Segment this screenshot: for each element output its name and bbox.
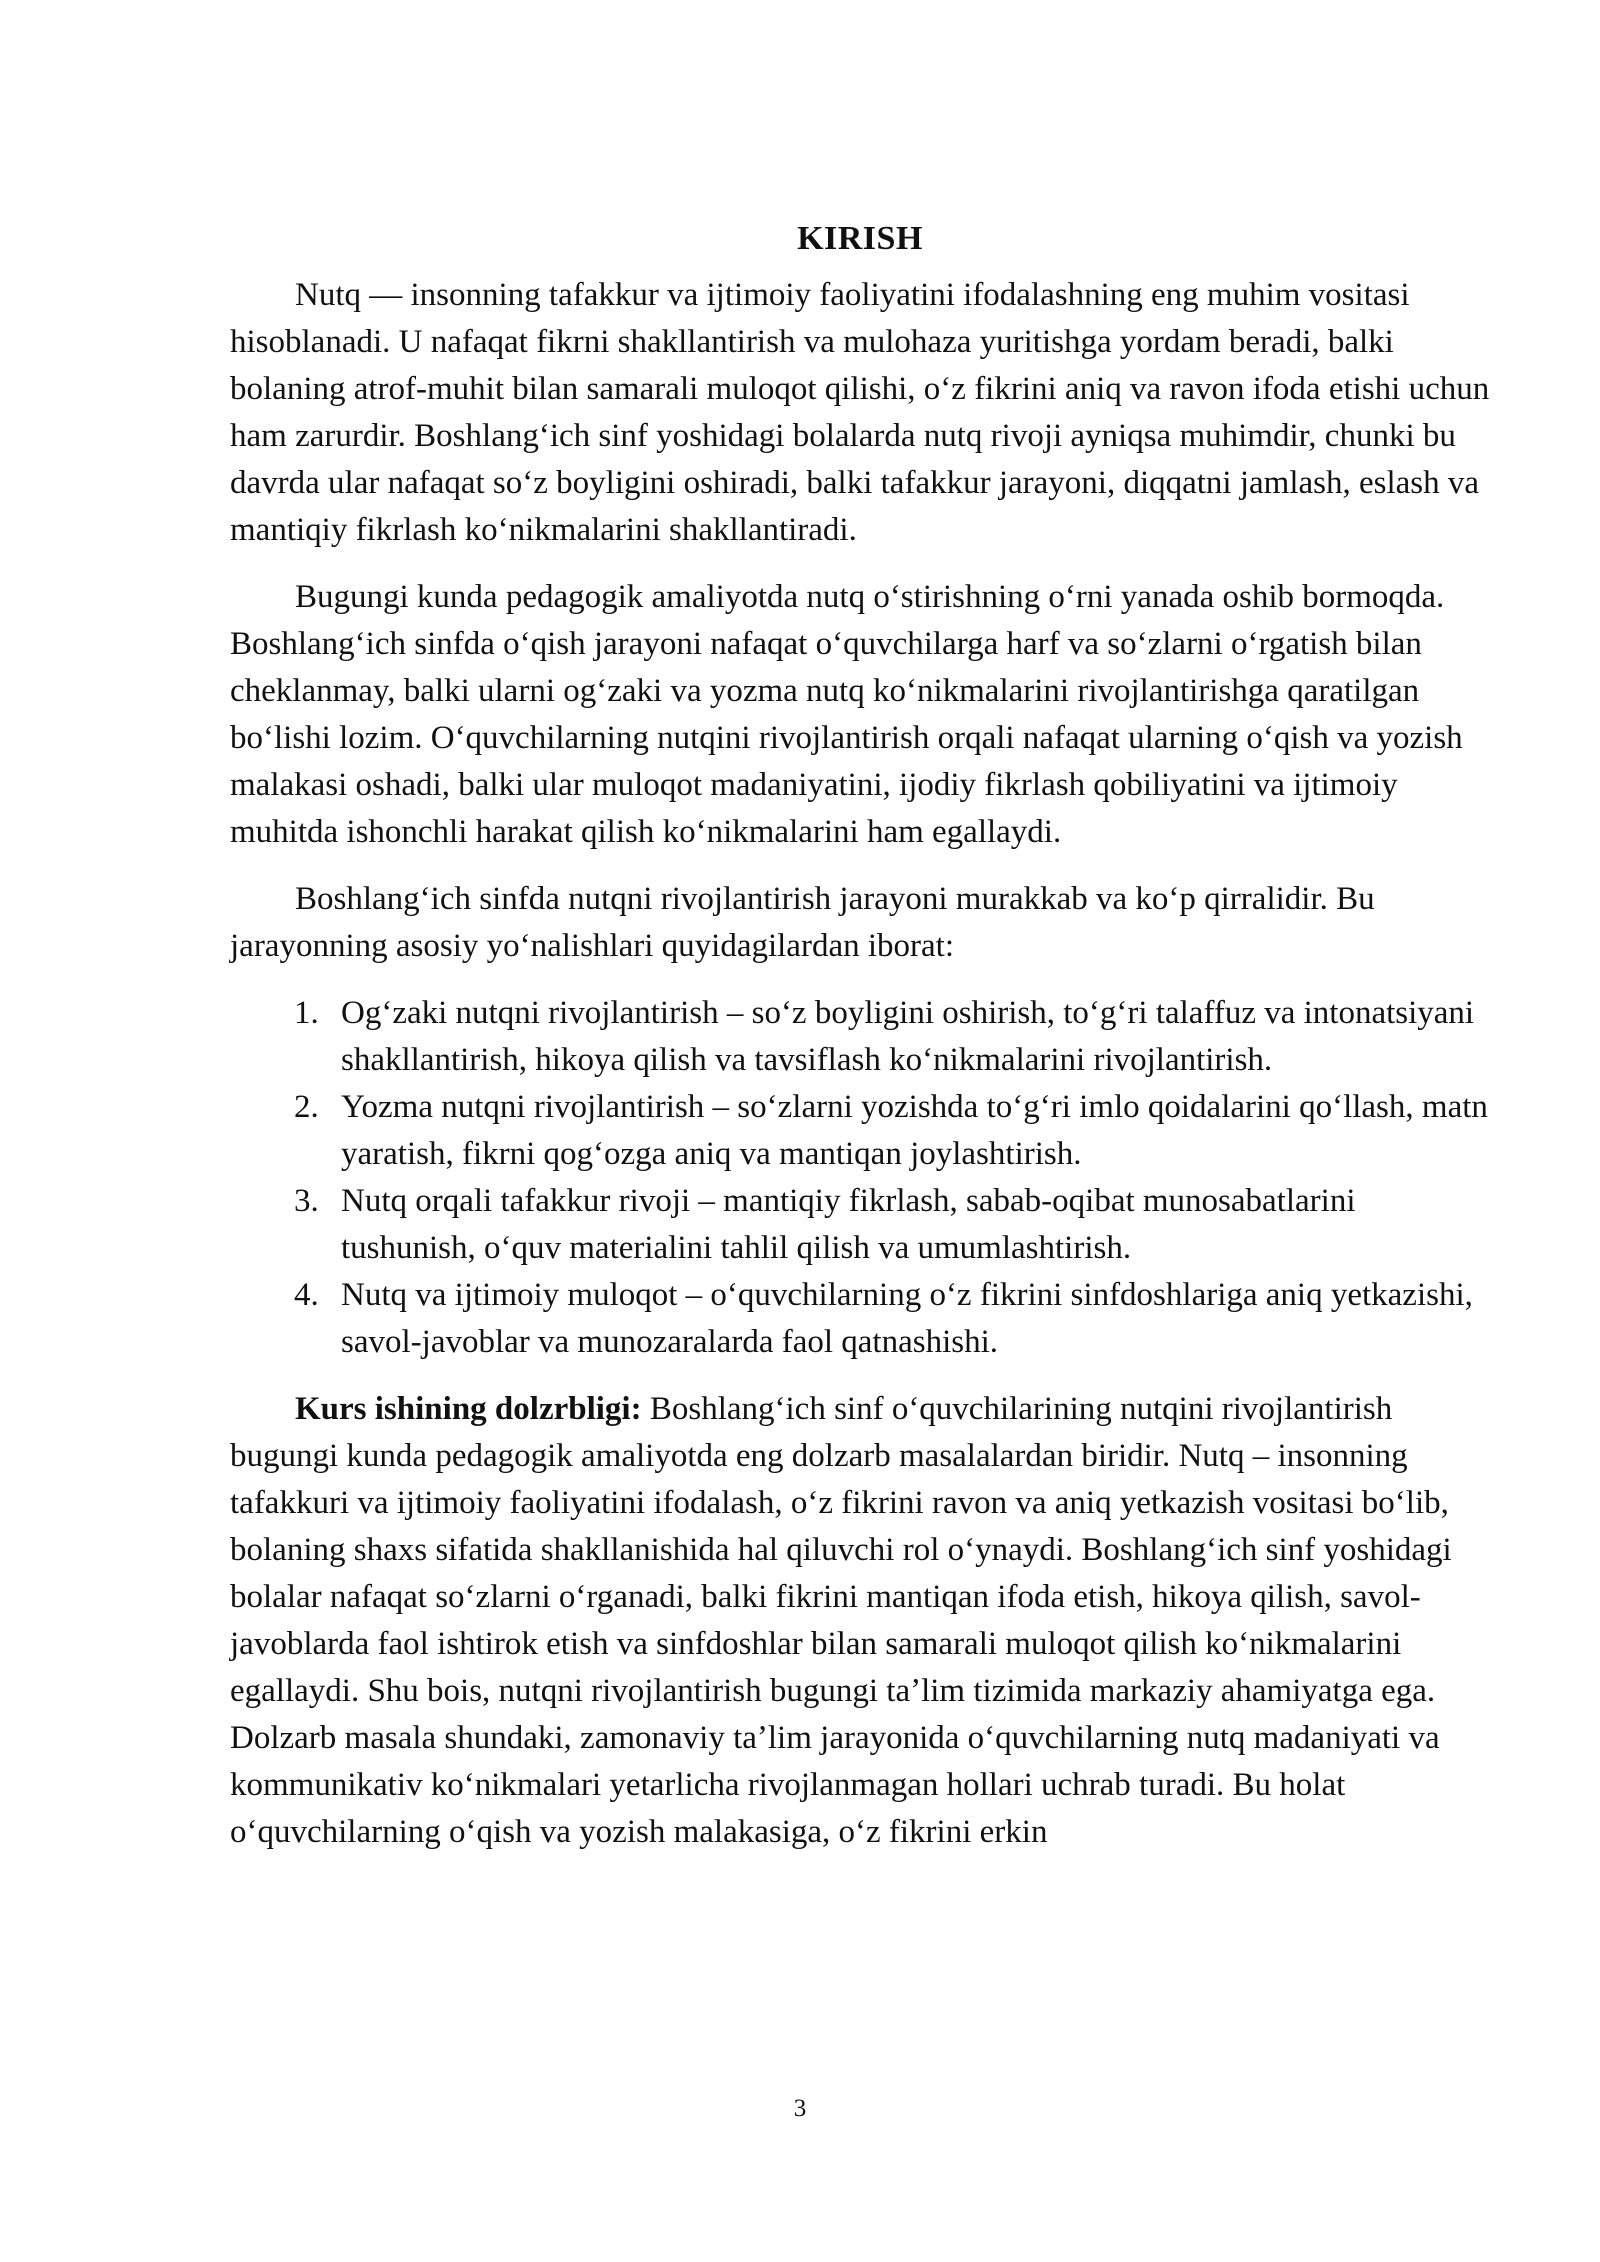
paragraph-3: Boshlangʻich sinfda nutqni rivojlantirish jarayoni murakkab va koʻp qirralidir. Bu jarayonning asosiy yoʻnalishlari quyidagilardan iborat: [230,881,1375,964]
paragraph-2: Bugungi kunda pedagogik amaliyotda nutq oʻstirishning oʻrni yanada oshib bormoqda. Boshlangʻich sinfda oʻqish jarayoni nafaqat oʻquvchilarga harf va soʻzlarni oʻrgatish bilan cheklanmay, balki ularni ogʻzaki va yozma nutq koʻnikmalarini rivojlantirishga qaratilgan boʻlishi lozim. Oʻquvchilarning nutqini rivojlantirish orqali nafaqat ularning oʻqish va yozish malakasi oshadi, balki ular muloqot madaniyatini, ijodiy fikrlash qobiliyatini va ijtimoiy muhitda ishonchli harakat qilish koʻnikmalarini ham egallaydi. [230,579,1463,850]
relevance-text: Boshlangʻich sinf oʻquvchilarining nutqini rivojlantirish bugungi kunda pedagogik amaliyotda eng dolzarb masalalardan biridir. Nutq – insonning tafakkuri va ijtimoiy faoliyatini ifodalash, oʻz fikrini ravon va aniq yetkazish vositasi boʻlib, bolaning shaxs sifatida shakllanishida hal qiluvchi rol oʻynaydi. Boshlangʻich sinf yoshidagi bolalar nafaqat soʻzlarni oʻrganadi, balki fikrini mantiqan ifoda etish, hikoya qilish, savol-javoblarda faol ishtirok etish va sinfdoshlar bilan samarali muloqot qilish koʻnikmalarini egallaydi. Shu bois, nutqni rivojlantirish bugungi taʼlim tizimida markaziy ahamiyatga ega. Dolzarb masala shundaki, zamonaviy taʼlim jarayonida oʻquvchilarning nutq madaniyati va kommunikativ koʻnikmalari yetarlicha rivojlanmagan hollari uchrab turadi. Bu holat oʻquvchilarning oʻqish va yozish malakasiga, oʻz fikrini erkin [230,1391,1452,1850]
document-page [230,215,1490,1876]
list-item: 2. Yozma nutqni rivojlantirish – soʻzlarni yozishda toʻgʻri imlo qoidalarini qoʻllash, matn yaratish, fikrni qogʻozga aniq va mantiqan joylashtirish. [327,1084,1490,1178]
list-item: 1. Ogʻzaki nutqni rivojlantirish – soʻz boyligini oshirish, toʻgʻri talaffuz va intonatsiyani shakllantirish, hikoya qilish va tavsiflash koʻnikmalarini rivojlantirish. [327,990,1490,1084]
directions-list [230,990,1490,1366]
list-item: 3. Nutq orqali tafakkur rivoji – mantiqiy fikrlash, sabab-oqibat munosabatlarini tushunish, oʻquv materialini tahlil qilish va umumlashtirish. [327,1178,1490,1272]
list-item: 4. Nutq va ijtimoiy muloqot – oʻquvchilarning oʻz fikrini sinfdoshlariga aniq yetkazishi, savol-javoblar va munozaralarda faol qatnashishi. [327,1272,1490,1366]
paragraph-1: Nutq — insonning tafakkur va ijtimoiy faoliyatini ifodalashning eng muhim vositasi hisoblanadi. U nafaqat fikrni shakllantirish va mulohaza yuritishga yordam beradi, balki bolaning atrof-muhit bilan samarali muloqot qilishi, oʻz fikrini aniq va ravon ifoda etishi uchun ham zarurdir. Boshlangʻich sinf yoshidagi bolalarda nutq rivoji ayniqsa muhimdir, chunki bu davrda ular nafaqat soʻz boyligini oshiradi, balki tafakkur jarayoni, diqqatni jamlash, eslash va mantiqiy fikrlash koʻnikmalarini shakllantiradi. [230,277,1490,548]
relevance-paragraph [230,1386,1490,1856]
relevance-lead: Kurs ishining dolzrbligi: [295,1391,642,1427]
page-number: 3 [793,2095,807,2122]
section-title: KIRISH [797,220,923,257]
